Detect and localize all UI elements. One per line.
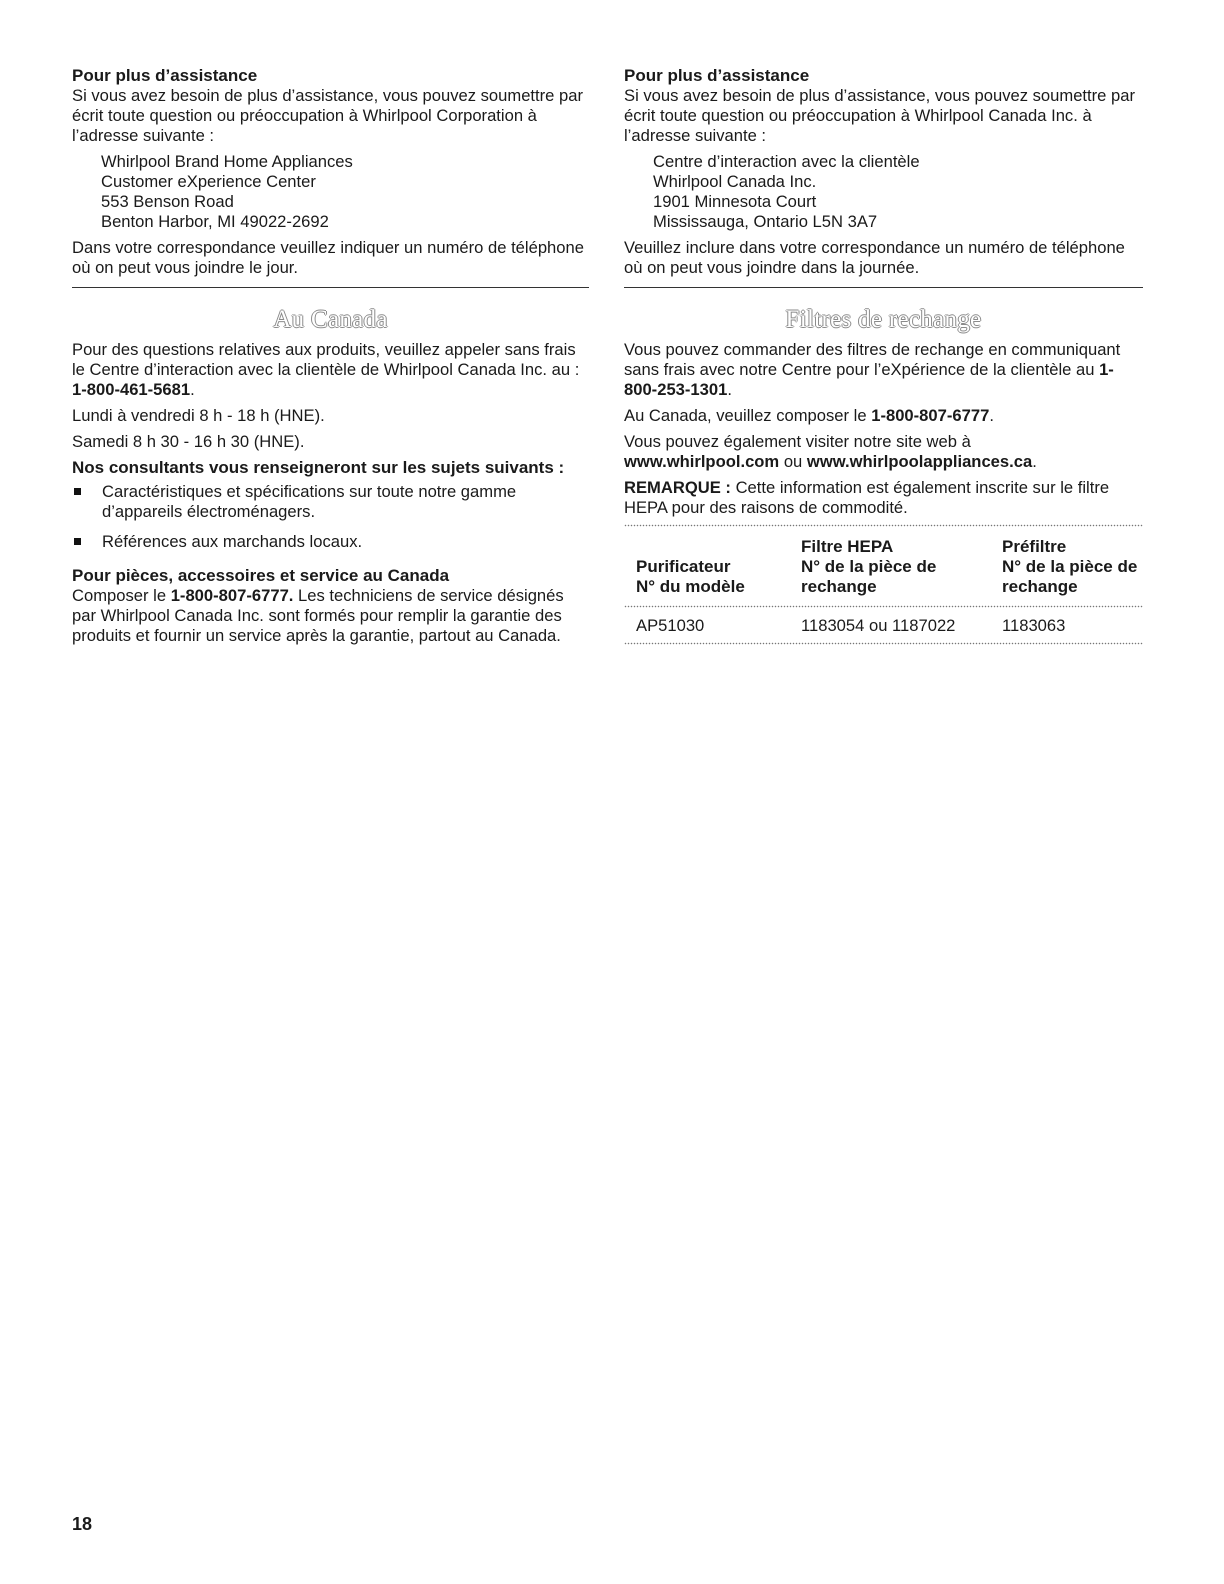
table-top-rule bbox=[624, 524, 1143, 527]
address-line: 553 Benson Road bbox=[101, 192, 234, 211]
web-line: Vous pouvez également visiter notre site web à www.whirlpool.com ou www.whirlpoolappliances.ca. bbox=[624, 432, 1037, 471]
header-line: Filtre HEPA bbox=[801, 537, 894, 556]
right-column bbox=[624, 66, 1143, 645]
web-link-whirlpoolappliances[interactable]: www.whirlpoolappliances.ca bbox=[806, 452, 1033, 471]
consultants-list bbox=[72, 482, 589, 552]
hours-weekday: Lundi à vendredi 8 h - 18 h (HNE). bbox=[72, 406, 325, 425]
filters-phone: 1-800-253-1301 bbox=[624, 360, 1114, 399]
assistance-note: Veuillez inclure dans votre correspondance un numéro de téléphone où on peut vous joindre dans la journée. bbox=[624, 238, 1125, 277]
bullet-square-icon bbox=[74, 488, 81, 495]
page-number: 18 bbox=[72, 1514, 93, 1534]
remarque-text: Cette information est également inscrite sur le filtre HEPA pour des raisons de commodité. bbox=[624, 478, 1110, 517]
table-row bbox=[624, 608, 1143, 642]
assistance-note: Dans votre correspondance veuillez indiquer un numéro de téléphone où on peut vous joindre le jour. bbox=[72, 238, 584, 277]
remarque-label: REMARQUE : bbox=[624, 478, 731, 497]
table-bottom-rule bbox=[624, 642, 1143, 645]
parts-phone: 1-800-807-6777. bbox=[170, 586, 294, 605]
assistance-heading: Pour plus d’assistance bbox=[624, 66, 810, 85]
address-line: Whirlpool Brand Home Appliances bbox=[101, 152, 353, 171]
header-purificateur bbox=[624, 531, 801, 605]
address-line: Customer eXperience Center bbox=[101, 172, 316, 191]
header-prefiltre bbox=[1002, 531, 1143, 605]
cell-hepa-part: 1183054 ou 1187022 bbox=[801, 616, 956, 635]
parts-prefix: Composer le bbox=[72, 586, 167, 605]
list-item bbox=[72, 482, 589, 522]
address-line: 1901 Minnesota Court bbox=[653, 192, 817, 211]
us-address bbox=[101, 152, 589, 232]
assistance-body: Si vous avez besoin de plus d’assistance, vous pouvez soumettre par écrit toute question ou préoccupation à Whirlpool Corporation à l’adresse suivante : bbox=[72, 86, 584, 145]
header-filtre-hepa bbox=[801, 531, 1002, 605]
header-line: N° de la pièce de bbox=[801, 557, 937, 576]
filters-intro-text: Vous pouvez commander des filtres de rechange en communiquant sans frais avec notre Centre pour l’eXpérience de la clientèle au bbox=[624, 340, 1121, 379]
list-item bbox=[72, 532, 589, 552]
canada-phone: 1-800-807-6777 bbox=[871, 406, 990, 425]
parts-table bbox=[624, 531, 1143, 642]
canada-intro: Pour des questions relatives aux produits, veuillez appeler sans frais le Centre d’interaction avec la clientèle de Whirlpool Canada Inc. au : 1-800-461-5681. bbox=[72, 340, 580, 399]
left-column bbox=[72, 66, 589, 646]
address-line: Benton Harbor, MI 49022-2692 bbox=[101, 212, 329, 231]
header-line: rechange bbox=[1002, 577, 1078, 596]
consultants-heading: Nos consultants vous renseigneront sur les sujets suivants : bbox=[72, 458, 565, 477]
canada-prefix: Au Canada, veuillez composer le bbox=[624, 406, 867, 425]
header-line: rechange bbox=[801, 577, 877, 596]
assistance-heading: Pour plus d’assistance bbox=[72, 66, 258, 85]
header-line: Préfiltre bbox=[1002, 537, 1067, 556]
parts-body bbox=[72, 586, 589, 646]
filters-intro: Vous pouvez commander des filtres de rechange en communiquant sans frais avec notre Centre pour l’eXpérience de la clientèle au 1-800-253-1301. bbox=[624, 340, 1121, 399]
cell-prefilter-part: 1183063 bbox=[1002, 616, 1066, 635]
section-title-filtres: Filtres de rechange bbox=[785, 306, 982, 333]
parts-text: Les techniciens de service désignés par Whirlpool Canada Inc. sont formés pour remplir la garantie des produits et fournir un service après la garantie, partout au Canada. bbox=[72, 586, 564, 645]
canada-phone-line: Au Canada, veuillez composer le 1-800-807-6777. bbox=[624, 406, 994, 425]
parts-heading: Pour pièces, accessoires et service au Canada bbox=[72, 566, 450, 585]
address-line: Centre d’interaction avec la clientèle bbox=[653, 152, 920, 171]
canada-intro-text: Pour des questions relatives aux produits, veuillez appeler sans frais le Centre d’interaction avec la clientèle de Whirlpool Canada Inc. au : bbox=[72, 340, 580, 379]
header-line: Purificateur bbox=[636, 557, 731, 576]
web-link-whirlpool[interactable]: www.whirlpool.com bbox=[624, 452, 780, 471]
section-divider bbox=[624, 287, 1143, 288]
section-divider bbox=[72, 287, 589, 288]
address-line: Mississauga, Ontario L5N 3A7 bbox=[653, 212, 878, 231]
web-intro: Vous pouvez également visiter notre site web à bbox=[624, 432, 971, 451]
canada-phone: 1-800-461-5681 bbox=[72, 380, 191, 399]
canada-address bbox=[653, 152, 1143, 232]
address-line: Whirlpool Canada Inc. bbox=[653, 172, 817, 191]
header-line: N° du modèle bbox=[636, 577, 745, 596]
list-item-text: Références aux marchands locaux. bbox=[102, 532, 363, 551]
list-item-text: Caractéristiques et spécifications sur toute notre gamme d’appareils électroménagers. bbox=[102, 482, 517, 521]
assistance-body: Si vous avez besoin de plus d’assistance, vous pouvez soumettre par écrit toute question ou préoccupation à Whirlpool Canada Inc. à l’adresse suivante : bbox=[624, 86, 1136, 145]
web-or: ou bbox=[783, 452, 803, 471]
remarque-note bbox=[624, 478, 1143, 518]
table-header-row bbox=[624, 531, 1143, 605]
cell-model: AP51030 bbox=[636, 616, 705, 635]
section-title-au-canada: Au Canada bbox=[273, 306, 388, 333]
bullet-square-icon bbox=[74, 538, 81, 545]
hours-saturday: Samedi 8 h 30 - 16 h 30 (HNE). bbox=[72, 432, 305, 451]
header-line: N° de la pièce de bbox=[1002, 557, 1138, 576]
